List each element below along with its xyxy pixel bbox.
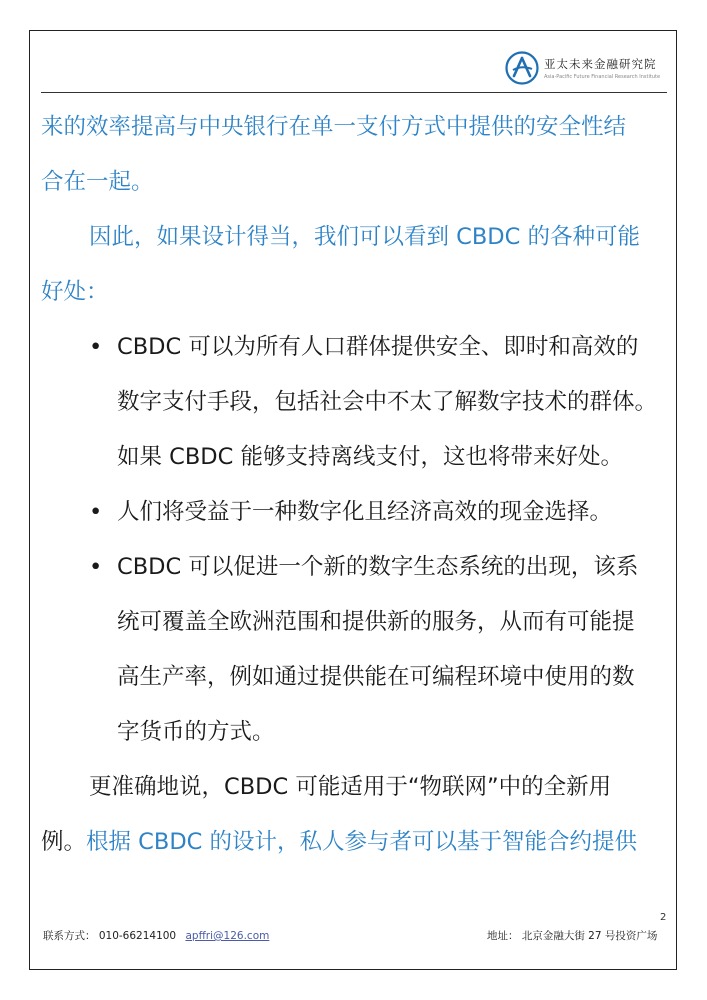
org-logo [505,51,660,85]
bullet-text: 统可覆盖全欧洲范围和提供新的服务，从而有可能提 [117,609,635,635]
footer-address [487,928,657,943]
footer-contact [43,928,269,943]
bullet-item [41,485,666,540]
bullet-text: CBDC 可以促进一个新的数字生态系统的出现，该系 [117,554,639,580]
paragraph-line: 合在一起。 [41,169,154,195]
address-text: 北京金融大街 27 号投资广场 [521,930,658,942]
page-number: 2 [660,912,667,923]
org-name: 亚太未来金融研究院 [544,57,657,71]
address-label: 地址： [487,930,519,942]
bullet-marker: • [89,499,103,525]
bullet-text: 数字支付手段，包括社会中不太了解数字技术的群体。 [117,389,658,415]
paragraph-line [41,815,666,870]
paragraph-text: 例。 [41,829,87,855]
contact-email-link[interactable]: apffri@126.com [185,930,270,942]
bullet-marker: • [89,334,103,360]
paragraph-line: 来的效率提高与中央银行在单一支付方式中提供的安全性结 [41,114,627,140]
bullet-item [41,540,666,595]
bullet-marker: • [89,554,103,580]
bullet-text: 如果 CBDC 能够支持离线支付，这也将带来好处。 [117,444,623,470]
bullet-text: CBDC 可以为所有人口群体提供安全、即时和高效的 [117,334,639,360]
highlighted-text: 根据 CBDC 的设计，私人参与者可以基于智能合约提供 [86,829,638,855]
contact-phone: 010-66214100 [98,930,177,942]
bullet-text: 字货币的方式。 [117,719,275,745]
paragraph-line: 好处： [41,279,109,305]
paragraph-line: 因此，如果设计得当，我们可以看到 CBDC 的各种可能 [89,224,640,250]
paragraph-line: 更准确地说，CBDC 可能适用于“物联网”中的全新用 [89,774,612,800]
bullet-item [41,320,666,375]
document-body [41,100,666,870]
bullet-text: 高生产率，例如通过提供能在可编程环境中使用的数 [117,664,635,690]
org-logo-icon [505,51,539,85]
bullet-text: 人们将受益于一种数字化且经济高效的现金选择。 [117,499,613,525]
header-divider [41,92,667,93]
contact-label: 联系方式： [43,930,96,942]
org-name-en: Asia-Pacific Future Financial Research Institute [544,74,661,80]
